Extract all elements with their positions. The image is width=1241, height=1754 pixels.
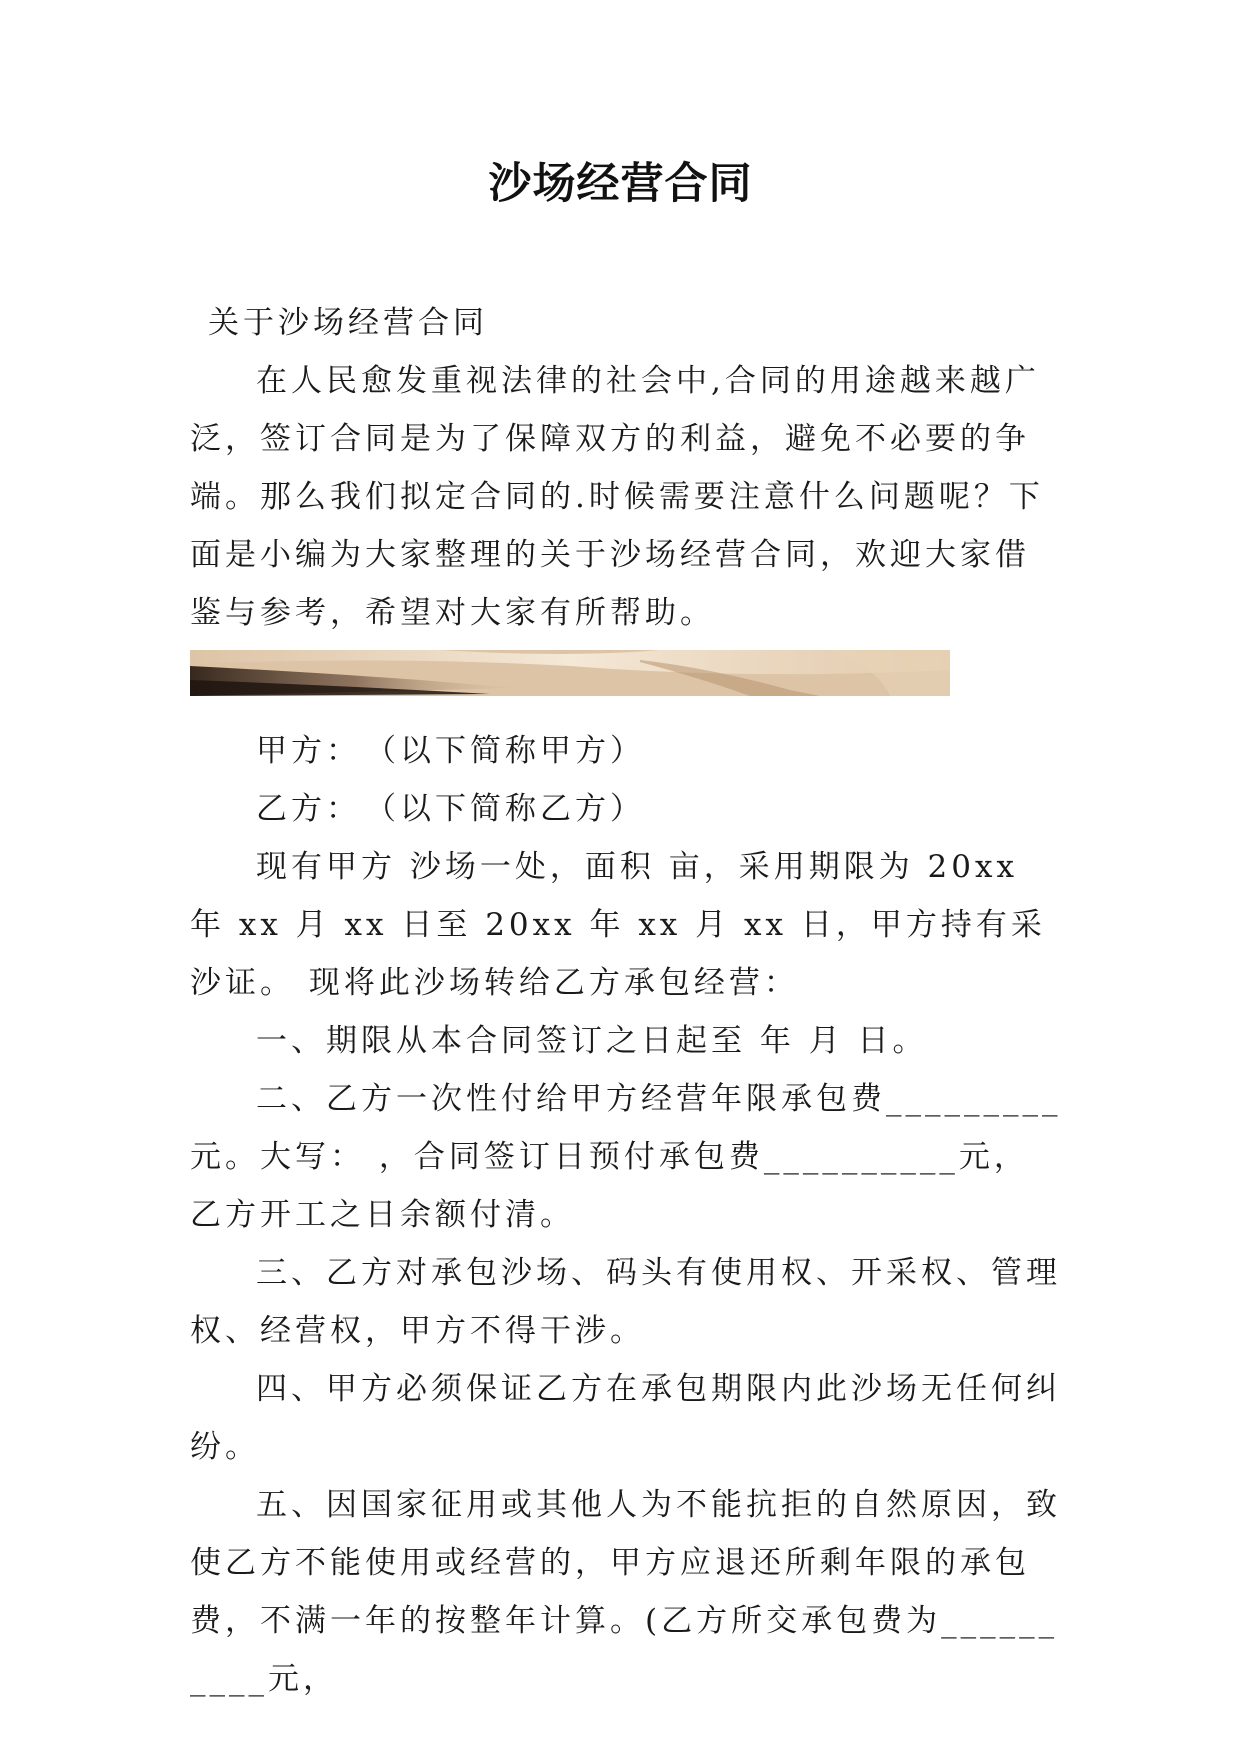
party-b-line: 乙方： （以下简称乙方） xyxy=(256,791,645,827)
clause-3: 三、乙方对承包沙场、码头有使用权、开采权、管理权、经营权，甲方不得干涉。 xyxy=(190,1255,1061,1349)
document-title: 沙场经营合同 xyxy=(488,159,753,209)
clause-1: 一、期限从本合同签订之日起至 年 月 日。 xyxy=(256,1023,928,1059)
clause-4: 四、甲方必须保证乙方在承包期限内此沙场无任何纠纷。 xyxy=(190,1371,1061,1465)
banner-shapes xyxy=(190,650,950,696)
intro-paragraph: 在人民愈发重视法律的社会中,合同的用途越来越广泛，签订合同是为了保障双方的利益，避免不必要的争端。那么我们拟定合同的.时候需要注意什么问题呢？下面是小编为大家整理的关于沙场经营合同，欢迎大家借鉴与参考，希望对大家有所帮助。 xyxy=(190,363,1044,631)
clause-2: 二、乙方一次性付给甲方经营年限承包费_________元。大写： ，合同签订日预付承包费__________元，乙方开工之日余额付清。 xyxy=(190,1081,1062,1233)
clause-5: 五、因国家征用或其他人为不能抗拒的自然原因，致使乙方不能使用或经营的，甲方应退还所剩年限的承包费，不满一年的按整年计算。(乙方所交承包费为__________元， xyxy=(190,1487,1061,1697)
decorative-banner-image xyxy=(190,650,950,696)
document-body xyxy=(190,294,1062,1708)
document-subtitle: 关于沙场经营合同 xyxy=(208,305,488,341)
party-a-line: 甲方： （以下简称甲方） xyxy=(256,733,645,769)
preamble-paragraph: 现有甲方 沙场一处，面积 亩，采用期限为 20xx 年 xx 月 xx 日至 20xx 年 xx 月 xx 日，甲方持有采沙证。 现将此沙场转给乙方承包经营： xyxy=(190,849,1046,1001)
